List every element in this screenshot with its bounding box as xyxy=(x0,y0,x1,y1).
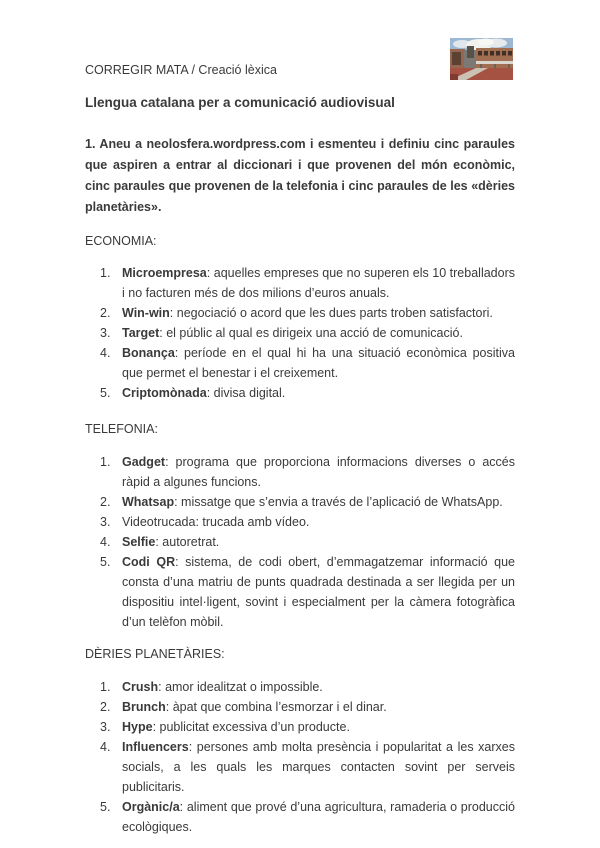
item-term: Orgànic/a xyxy=(122,799,180,814)
list-item xyxy=(85,452,515,492)
item-text xyxy=(122,492,515,512)
item-term: Target xyxy=(122,326,160,340)
list-item xyxy=(85,343,515,383)
item-number: 5. xyxy=(100,554,111,569)
definition-list xyxy=(85,677,515,837)
item-definition: : programa que proporciona informacions diverses o accés ràpid a algunes funcions. xyxy=(122,454,515,489)
list-item xyxy=(85,737,515,797)
list-item xyxy=(85,552,515,632)
list-item xyxy=(85,383,515,403)
item-number: 3. xyxy=(100,514,111,529)
list-item xyxy=(85,532,515,552)
item-definition: : autoretrat. xyxy=(155,534,220,549)
item-term: Influencers xyxy=(122,739,189,754)
item-text xyxy=(122,383,515,403)
item-term: Whatsap xyxy=(122,494,175,509)
item-number: 2. xyxy=(100,494,111,509)
definition-list xyxy=(85,452,515,632)
item-text xyxy=(122,532,515,552)
item-term: Hype xyxy=(122,719,153,734)
item-term: Crush xyxy=(122,679,159,694)
item-definition: : el públic al qual es dirigeix una acció de comunicació. xyxy=(159,326,463,340)
document-title: Llengua catalana per a comunicació audiovisual xyxy=(85,95,395,110)
document-header-text: CORREGIR MATA / Creació lèxica xyxy=(85,63,277,77)
item-text xyxy=(122,737,515,797)
item-term: Criptomònada xyxy=(122,386,207,400)
section-telefonia xyxy=(85,419,515,632)
item-text xyxy=(122,677,515,697)
list-item xyxy=(85,717,515,737)
item-number: 1. xyxy=(100,679,111,694)
item-term: Videotrucada xyxy=(122,514,196,529)
item-text xyxy=(122,263,515,303)
item-term: Bonança xyxy=(122,346,175,360)
item-definition: : àpat que combina l’esmorzar i el dinar. xyxy=(165,699,387,714)
item-definition: : amor idealitzat o impossible. xyxy=(158,679,323,694)
item-term: Win-win xyxy=(122,306,170,320)
item-text xyxy=(122,797,515,837)
item-definition: : trucada amb vídeo. xyxy=(195,514,310,529)
definition-list xyxy=(85,263,515,403)
item-text xyxy=(122,452,515,492)
item-definition: : persones amb molta presència i popularitat a les xarxes socials, a les quals les marques contacten sovint per serveis publicitaris. xyxy=(122,739,515,794)
item-number: 2. xyxy=(100,699,111,714)
section-label: DÈRIES PLANETÀRIES: xyxy=(85,647,225,661)
list-item xyxy=(85,303,515,323)
item-number: 2. xyxy=(100,306,111,320)
item-text xyxy=(122,343,515,383)
list-item xyxy=(85,697,515,717)
item-term: Brunch xyxy=(122,699,166,714)
section-label: ECONOMIA: xyxy=(85,233,157,248)
item-definition: : divisa digital. xyxy=(206,386,286,400)
item-term: Gadget xyxy=(122,454,166,469)
item-definition: : sistema, de codi obert, d’emmagatzemar informació que consta d’una matriu de punts quadrada destinada a ser llegida per un dispositiu intel·ligent, sovint i especialment per la càmera fotogràfica d’un telèfon mòbil. xyxy=(122,554,515,629)
item-definition: : període en el qual hi ha una situació econòmica positiva que permet el benestar i el creixement. xyxy=(122,346,515,380)
item-text xyxy=(122,303,515,323)
item-definition: : aliment que prové d’una agricultura, ramaderia o producció ecològiques. xyxy=(122,799,515,834)
section-deries-planetaries xyxy=(85,644,515,837)
item-term: Selfie xyxy=(122,534,156,549)
item-text xyxy=(122,512,515,532)
document-content xyxy=(85,0,515,837)
item-number: 1. xyxy=(100,454,111,469)
item-term: Codi QR xyxy=(122,554,176,569)
section-economia xyxy=(85,231,515,404)
item-number: 4. xyxy=(100,534,111,549)
section-label: TELEFONIA: xyxy=(85,422,158,436)
item-number: 4. xyxy=(100,739,111,754)
item-text xyxy=(122,552,515,632)
item-number: 5. xyxy=(100,799,111,814)
item-definition: : aquelles empreses que no superen els 10 treballadors i no facturen més de dos milions d’euros anuals. xyxy=(122,266,515,300)
item-definition: : publicitat excessiva d’un producte. xyxy=(152,719,350,734)
list-item xyxy=(85,263,515,303)
item-number: 5. xyxy=(100,386,111,400)
list-item xyxy=(85,797,515,837)
item-definition: : missatge que s’envia a través de l’aplicació de WhatsApp. xyxy=(174,494,503,509)
item-number: 1. xyxy=(100,266,111,280)
item-term: Microempresa xyxy=(122,266,207,280)
item-definition: : negociació o acord que les dues parts troben satisfactori. xyxy=(169,306,493,320)
list-item xyxy=(85,323,515,343)
item-number: 3. xyxy=(100,326,111,340)
item-text xyxy=(122,717,515,737)
list-item xyxy=(85,512,515,532)
intro-paragraph: 1. Aneu a neolosfera.wordpress.com i esmenteu i definiu cinc paraules que aspiren a entrar al diccionari i que provenen del món econòmic, cinc paraules que provenen de la telefonia i cinc paraules de les «dèries planetàries». xyxy=(85,137,515,214)
item-number: 3. xyxy=(100,719,111,734)
list-item xyxy=(85,492,515,512)
list-item xyxy=(85,677,515,697)
item-text xyxy=(122,323,515,343)
item-number: 4. xyxy=(100,346,111,360)
item-text xyxy=(122,697,515,717)
